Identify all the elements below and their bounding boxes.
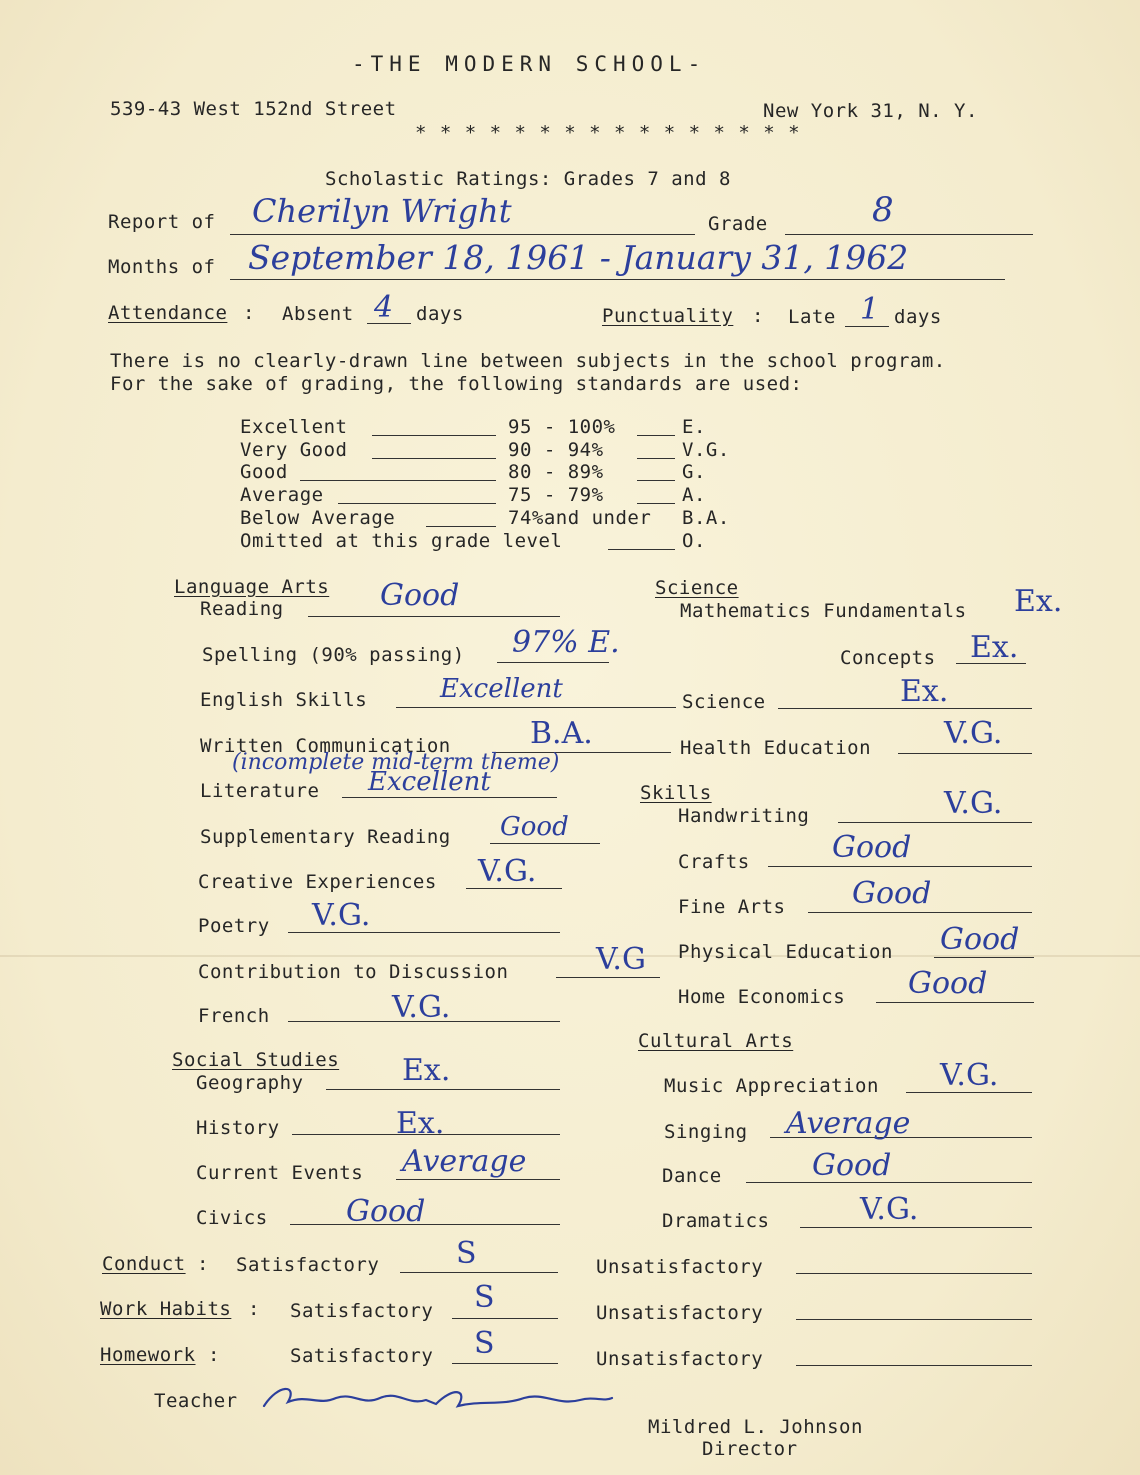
satisfactory-value: S — [456, 1236, 477, 1271]
subject-line — [876, 1002, 1034, 1003]
report-of-label: Report of — [108, 211, 216, 233]
grade-label: Grade — [708, 213, 768, 235]
subject-value: Excellent — [440, 674, 563, 704]
subject-label: Concepts — [840, 647, 936, 669]
subject-value: V.G. — [392, 990, 451, 1025]
standard-line — [426, 526, 496, 527]
subject-value: Excellent — [368, 767, 491, 797]
label-colon: : — [197, 1253, 209, 1275]
standard-range: 90 - 94% — [508, 439, 604, 461]
subject-value: V.G. — [478, 854, 537, 889]
subject-value: Good — [940, 922, 1020, 957]
intro-line-1: There is no clearly-drawn line between subjects in the school program. — [110, 350, 946, 372]
subject-label: Music Appreciation — [664, 1075, 879, 1097]
subject-line — [838, 822, 1032, 823]
standard-line — [372, 458, 496, 459]
subject-label: Handwriting — [678, 805, 810, 827]
teacher-signature — [258, 1376, 618, 1420]
subject-label: Mathematics Fundamentals — [680, 600, 967, 622]
subject-label: Written Communication — [200, 735, 451, 757]
subject-label: Health Education — [680, 737, 872, 759]
standard-line — [637, 503, 675, 504]
satisfactory-label: Satisfactory — [290, 1300, 434, 1322]
standard-line — [338, 503, 496, 504]
subject-label: Spelling (90% passing) — [202, 644, 465, 666]
subject-line — [808, 912, 1032, 913]
subject-label: Contribution to Discussion — [198, 961, 509, 983]
stars-divider: * * * * * * * * * * * * * * * * — [415, 122, 801, 144]
subject-line — [396, 707, 676, 708]
subject-value: Ex. — [900, 674, 949, 709]
late-label: Late — [788, 306, 836, 328]
satisfactory-label: Satisfactory — [236, 1254, 380, 1276]
standard-line — [637, 480, 675, 481]
school-title: -THE MODERN SCHOOL- — [352, 52, 707, 76]
grade-value: 8 — [872, 190, 894, 230]
standard-line — [300, 480, 496, 481]
subject-value: V.G. — [944, 716, 1003, 751]
subject-value: V.G. — [312, 898, 371, 933]
subject-value: Good — [500, 812, 569, 842]
subject-label: Dramatics — [662, 1210, 770, 1232]
school-city: New York 31, N. Y. — [763, 100, 978, 122]
cultural-arts-heading: Cultural Arts — [638, 1030, 794, 1052]
language-arts-heading: Language Arts — [174, 576, 330, 598]
subject-label: French — [198, 1005, 270, 1027]
subject-label: Singing — [664, 1121, 748, 1143]
satisfactory-line — [400, 1272, 558, 1273]
subject-value: V.G — [596, 942, 646, 977]
subject-line — [490, 843, 600, 844]
satisfactory-line — [452, 1363, 558, 1364]
subject-label: Reading — [200, 598, 284, 620]
teacher-label: Teacher — [154, 1390, 238, 1412]
subject-note: (incomplete mid-term theme) — [232, 750, 560, 775]
unsatisfactory-line — [796, 1319, 1032, 1320]
subject-value: Ex. — [970, 630, 1019, 665]
unsatisfactory-line — [796, 1365, 1032, 1366]
subject-label: Literature — [200, 780, 320, 802]
subject-value: V.G. — [940, 1058, 999, 1093]
subject-label: Science — [682, 691, 766, 713]
punctuality-label: Punctuality — [602, 305, 734, 327]
standard-name: Very Good — [240, 439, 348, 461]
report-of-line — [230, 234, 695, 235]
subject-line — [768, 866, 1032, 867]
homework-label: Homework — [100, 1344, 196, 1366]
standard-name: Excellent — [240, 416, 348, 438]
subject-label: Supplementary Reading — [200, 826, 451, 848]
subject-value: B.A. — [530, 716, 593, 751]
subject-line — [556, 977, 660, 978]
director-name: Mildred L. Johnson — [648, 1416, 863, 1438]
late-value: 1 — [860, 292, 880, 327]
subject-value: Ex. — [402, 1053, 451, 1088]
subject-value: Good — [908, 966, 988, 1001]
subject-line — [326, 1089, 560, 1090]
subject-value: Good — [346, 1194, 426, 1229]
standard-line — [372, 435, 496, 436]
subject-value: Ex. — [396, 1106, 445, 1141]
science-heading: Science — [655, 577, 739, 599]
subject-value: Good — [832, 830, 912, 865]
months-label: Months of — [108, 256, 216, 278]
subject-label: Current Events — [196, 1162, 364, 1184]
subject-label: Physical Education — [678, 941, 893, 963]
subject-label: Poetry — [198, 915, 270, 937]
standard-code: V.G. — [682, 439, 730, 461]
subject-value: V.G. — [860, 1192, 919, 1227]
standard-range: 80 - 89% — [508, 461, 604, 483]
attendance-colon: : — [243, 302, 255, 324]
standard-range: 75 - 79% — [508, 484, 604, 506]
subject-label: English Skills — [200, 689, 368, 711]
standard-line — [637, 458, 675, 459]
standard-code: A. — [682, 484, 706, 506]
standard-line — [608, 549, 675, 550]
subject-value: Good — [380, 578, 460, 613]
standard-range: 95 - 100% — [508, 416, 616, 438]
subject-line — [898, 753, 1032, 754]
intro-line-2: For the sake of grading, the following standards are used: — [110, 373, 803, 395]
subject-value: 97% E. — [512, 625, 620, 660]
satisfactory-line — [452, 1318, 558, 1319]
punctuality-colon: : — [752, 305, 764, 327]
subject-label: Civics — [196, 1207, 268, 1229]
standard-code: O. — [682, 530, 706, 552]
unsatisfactory-label: Unsatisfactory — [596, 1256, 764, 1278]
standard-range: 74%and under — [508, 507, 652, 529]
months-value: September 18, 1961 - January 31, 1962 — [248, 238, 909, 277]
standard-name: Omitted at this grade level — [240, 530, 563, 552]
standard-code: G. — [682, 461, 706, 483]
subject-value: Good — [852, 876, 932, 911]
absent-value: 4 — [374, 290, 394, 325]
satisfactory-value: S — [474, 1280, 495, 1315]
subject-label: Geography — [196, 1072, 304, 1094]
subject-value: Average — [786, 1106, 911, 1141]
late-days: days — [894, 306, 942, 328]
subject-line — [934, 957, 1034, 958]
standard-name: Below Average — [240, 507, 396, 529]
social-studies-heading: Social Studies — [172, 1049, 340, 1071]
standard-code: B.A. — [682, 507, 730, 529]
label-colon: : — [208, 1344, 220, 1366]
skills-heading: Skills — [640, 782, 712, 804]
absent-label: Absent — [282, 303, 354, 325]
standard-line — [637, 435, 675, 436]
subject-line — [497, 662, 609, 663]
grade-line — [785, 234, 1033, 235]
subject-value: Ex. — [1014, 584, 1063, 619]
subject-label: Fine Arts — [678, 896, 786, 918]
subject-label: Home Economics — [678, 986, 846, 1008]
director-title: Director — [702, 1438, 798, 1460]
subject-label: Creative Experiences — [198, 871, 437, 893]
subject-line — [800, 1227, 1032, 1228]
subject-value: V.G. — [944, 786, 1003, 821]
absent-days: days — [416, 303, 464, 325]
subject-line — [396, 1179, 560, 1180]
subject-label: Dance — [662, 1165, 722, 1187]
unsatisfactory-line — [796, 1273, 1032, 1274]
subject-value: Good — [812, 1148, 892, 1183]
subject-line — [342, 797, 557, 798]
unsatisfactory-label: Unsatisfactory — [596, 1302, 764, 1324]
standard-name: Good — [240, 461, 288, 483]
subject-label: History — [196, 1117, 280, 1139]
conduct-label: Conduct — [102, 1253, 186, 1275]
work-habits-label: Work Habits — [100, 1298, 232, 1320]
ratings-heading: Scholastic Ratings: Grades 7 and 8 — [325, 168, 731, 190]
subject-label: Crafts — [678, 851, 750, 873]
unsatisfactory-label: Unsatisfactory — [596, 1348, 764, 1370]
student-name: Cherilyn Wright — [252, 192, 512, 230]
satisfactory-value: S — [474, 1326, 495, 1361]
school-address: 539-43 West 152nd Street — [110, 98, 397, 120]
label-colon: : — [248, 1298, 260, 1320]
subject-value: Average — [402, 1144, 527, 1179]
standard-name: Average — [240, 484, 324, 506]
months-line — [230, 279, 1005, 280]
subject-line — [308, 616, 560, 617]
standard-code: E. — [682, 416, 706, 438]
attendance-label: Attendance — [108, 302, 228, 324]
satisfactory-label: Satisfactory — [290, 1345, 434, 1367]
